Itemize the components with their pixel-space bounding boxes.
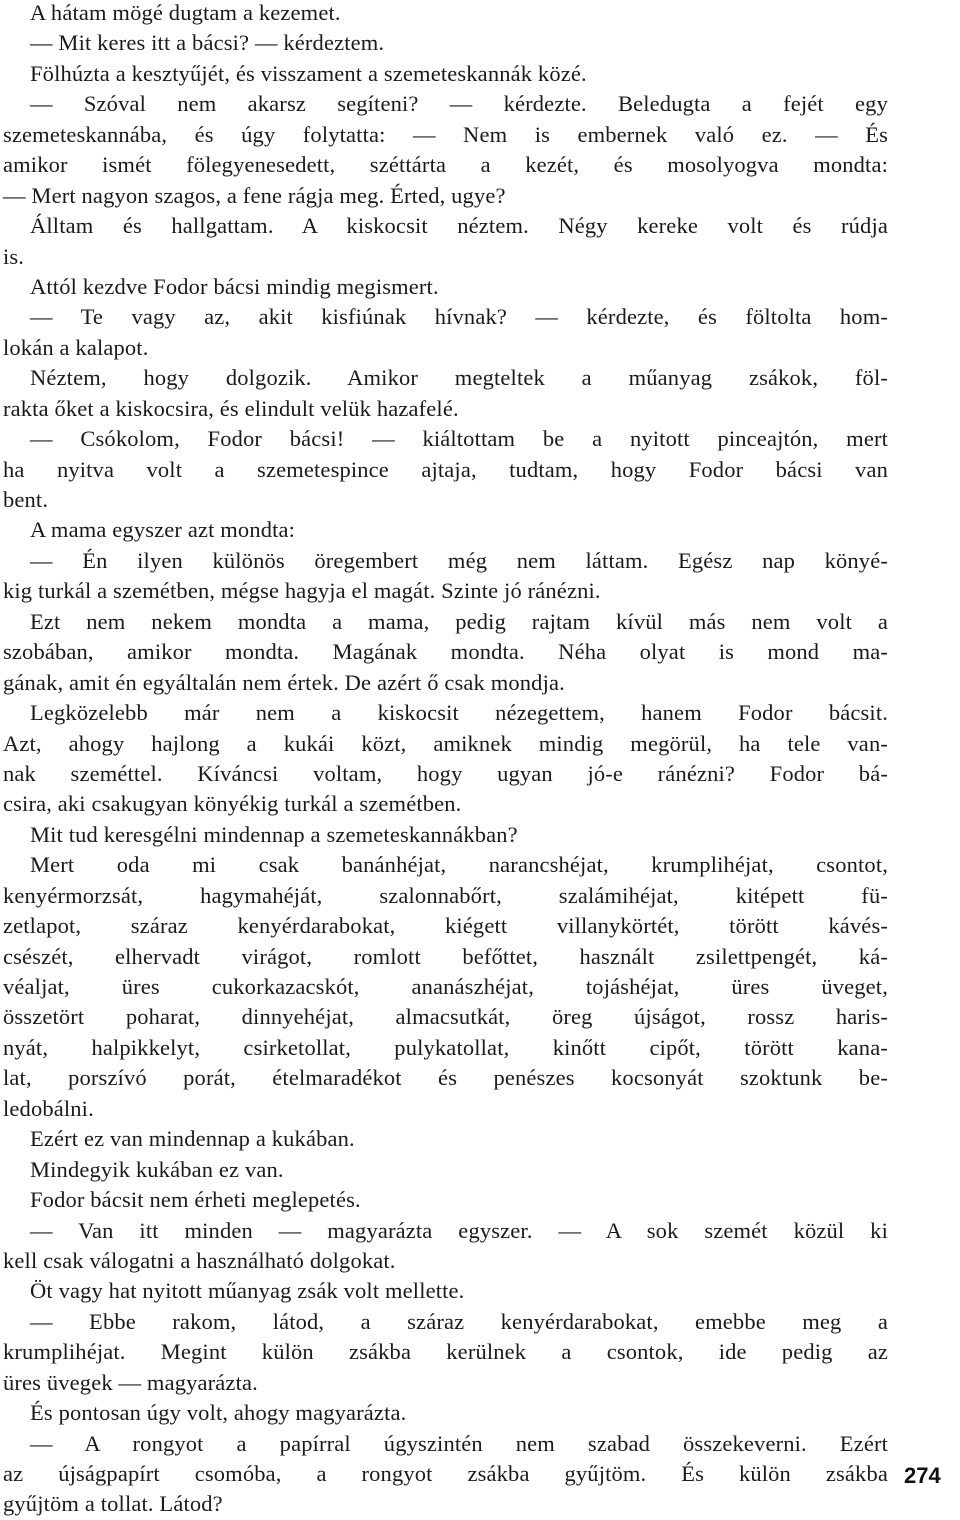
page-number: 274 [904,1463,941,1488]
text-line: Legközelebb már nem a kiskocsit nézegettem, hanem Fodor bácsit. [30,700,888,726]
text-line: A hátam mögé dugtam a kezemet. [30,0,341,25]
text-line: kig turkál a szemétben, mégse hagyja el magát. Szinte jó ránézni. [3,578,601,604]
text-line: Mindegyik kukában ez van. [30,1156,284,1182]
text-line: Mert oda mi csak banánhéjat, narancshéjat, krumplihéjat, csontot, [30,852,888,878]
text-line: — Szóval nem akarsz segíteni? — kérdezte. Beledugta a fejét egy [30,91,888,117]
text-line: Ezért ez van mindennap a kukában. [30,1126,355,1152]
text-line: nyát, halpikkelyt, csirketollat, pulykatollat, kinőtt cipőt, törött kana- [3,1034,888,1060]
text-line: lat, porszívó porát, ételmaradékot és penészes kocsonyát szoktunk be- [3,1065,888,1091]
text-line: összetört poharat, dinnyehéjat, almacsutkát, öreg újságot, rossz haris- [3,1004,888,1030]
text-line: csészét, elhervadt virágot, romlott befőttet, használt zsilettpengét, ká- [3,943,888,969]
text-line: Attól kezdve Fodor bácsi mindig megismert. [30,273,439,299]
text-line: gyűjtöm a tollat. Látod? [3,1491,223,1517]
text-line: az újságpapírt csomóba, a rongyot zsákba gyűjtöm. És külön zsákba [3,1461,888,1486]
text-line: Ezt nem nekem mondta a mama, pedig rajtam kívül más nem volt a [30,608,888,634]
text-line: — Én ilyen különös öregembert még nem láttam. Egész nap könyé- [30,547,888,573]
text-line: — Van itt minden — magyarázta egyszer. — A sok szemét közül ki [30,1217,888,1243]
text-line: is. [3,243,25,269]
text-line: amikor ismét fölegyenesedett, széttárta a kezét, és mosolyogva mondta: [3,152,888,178]
text-line: A mama egyszer azt mondta: [30,517,296,543]
text-line: — Ebbe rakom, látod, a száraz kenyérdarabokat, emebbe meg a [30,1308,888,1334]
text-line: ledobálni. [3,1095,94,1121]
text-line: véaljat, üres cukorkazacskót, ananászhéjat, tojáshéjat, üres üveget, [3,974,888,999]
text-line: Álltam és hallgattam. A kiskocsit néztem. Négy kereke volt és rúdja [30,213,888,239]
text-line: csira, aki csakugyan könyékig turkál a szemétben. [3,791,462,817]
text-line: szobában, amikor mondta. Magának mondta. Néha olyat is mond ma- [3,639,888,665]
text-line: üres üvegek — magyarázta. [3,1369,258,1395]
text-line: És pontosan úgy volt, ahogy magyarázta. [30,1400,407,1426]
text-line: Mit tud keresgélni mindennap a szemeteskannákban? [30,821,518,847]
text-line: Néztem, hogy dolgozik. Amikor megteltek a műanyag zsákok, föl- [30,365,888,391]
text-line: — Te vagy az, akit kisfiúnak hívnak? — kérdezte, és föltolta hom- [30,304,888,330]
text-line: Öt vagy hat nyitott műanyag zsák volt mellette. [30,1278,465,1304]
text-line: Azt, ahogy hajlong a kukái közt, amiknek mindig megörül, ha tele van- [3,730,888,756]
text-line: — A rongyot a papírral úgyszintén nem szabad összekeverni. Ezért [30,1430,888,1456]
text-line: ha nyitva volt a szemetespince ajtaja, tudtam, hogy Fodor bácsi van [3,456,888,482]
text-line: lokán a kalapot. [3,334,149,360]
text-line: rakta őket a kiskocsira, és elindult velük hazafelé. [3,395,459,421]
text-line: — Csókolom, Fodor bácsi! — kiáltottam be a nyitott pinceajtón, mert [30,426,888,452]
text-line: gának, amit én egyáltalán nem értek. De azért ő csak mondja. [3,669,565,695]
text-line: Fodor bácsit nem érheti meglepetés. [30,1187,361,1213]
text-line: — Mert nagyon szagos, a fene rágja meg. Érted, ugye? [3,182,506,208]
text-line: kenyérmorzsát, hagymahéját, szalonnabőrt, szalámihéjat, kitépett fü- [3,882,888,908]
text-line: Fölhúzta a kesztyűjét, és visszament a szemeteskannák közé. [30,60,587,86]
text-line: nak szeméttel. Kíváncsi voltam, hogy ugyan jó-e ránézni? Fodor bá- [3,760,888,786]
text-line: — Mit keres itt a bácsi? — kérdeztem. [30,30,385,56]
text-line: kell csak válogatni a használható dolgokat. [3,1247,396,1273]
text-line: szemeteskannába, és úgy folytatta: — Nem is embernek való ez. — És [3,121,888,147]
text-line: krumplihéjat. Megint külön zsákba kerülnek a csontok, ide pedig az [3,1339,888,1365]
text-line: zetlapot, száraz kenyérdarabokat, kiégett villanykörtét, törött kávés- [3,913,888,939]
text-line: bent. [3,487,49,512]
